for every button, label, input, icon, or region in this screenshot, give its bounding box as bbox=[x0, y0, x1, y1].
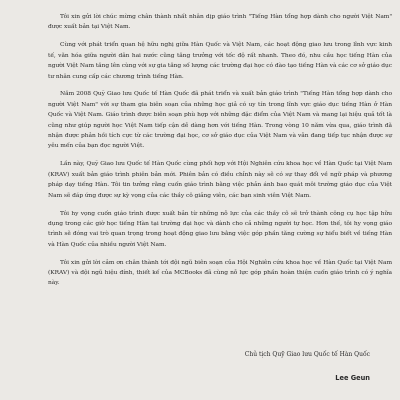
paragraph-2: Cùng với phát triển quan hệ hữu nghị giữa Hàn Quốc và Việt Nam, các hoạt động giao lưu trong lĩnh vực kinh tế, văn hóa giữa người dân hai nước cũng tăng trưởng với tốc độ rất nhanh. Theo đó, nhu cầu học tiếng Hàn của người Việt Nam tăng lên cùng với sự gia tăng số lượng các trường đại học có đào tạo tiếng Hàn và các cơ sở giáo dục tư nhân cung cấp các chương trình tiếng Hàn. bbox=[48, 42, 392, 80]
signature-title: Chủ tịch Quỹ Giao lưu Quốc tế Hàn Quốc bbox=[244, 351, 370, 358]
signature-name: Lee Geun bbox=[335, 374, 370, 382]
paragraph-1: Tôi xin gửi lời chúc mừng chân thành nhất nhân dịp giáo trình "Tiếng Hàn tổng hợp dành cho người Việt Nam" được xuất bản tại Việt Nam. bbox=[48, 14, 392, 31]
paragraph-3: Năm 2008 Quỹ Giao lưu Quốc tế Hàn Quốc đã phát triển và xuất bản giáo trình "Tiếng Hàn tổng hợp dành cho người Việt Nam" với sự tham gia biên soạn của những học giả có uy tín trong lĩnh vực giáo dục tiếng Hàn ở Hàn Quốc và Việt Nam. Giáo trình được biên soạn phù hợp với những đặc điểm của Việt Nam và mang lại hiệu quả tốt là cũng như giúp người học Việt Nam tiếp cận dễ dàng hơn với tiếng Hàn. Trong vòng 10 năm vừa qua, giáo trình đã nhận được phản hồi tích cực từ các trường đại học, cơ sở giáo dục của Việt Nam và vẫn đang tiếp tục nhận được sự yêu mến của bạn đọc người Việt. bbox=[48, 91, 392, 150]
paragraph-6: Tôi xin gửi lời cảm ơn chân thành tới đội ngũ biên soạn của Hội Nghiên cứu khoa học về Hàn Quốc tại Việt Nam (KRAV) và đội ngũ hiệu đính, thiết kế của MCBooks đã cùng nỗ lực góp phần hoàn thiện cuốn giáo trình có ý nghĩa này. bbox=[48, 259, 392, 287]
foreword-body bbox=[48, 12, 392, 289]
paragraph-5: Tôi hy vọng cuốn giáo trình được xuất bản từ những nỗ lực của các thầy cô sẽ trở thành công cụ học tập hữu dụng trong các giờ học tiếng Hàn tại trường đại học và dành cho cả những người tự học. Hơn thế, tôi hy vọng giáo trình sẽ đóng vai trò quan trọng trong hoạt động giao lưu bằng việc góp phần tăng cường sự hiểu biết về tiếng Hàn và Hàn Quốc của nhiều người Việt Nam. bbox=[48, 210, 392, 248]
paragraph-4: Lần này, Quỹ Giao lưu Quốc tế Hàn Quốc cùng phối hợp với Hội Nghiên cứu khoa học về Hàn Quốc tại Việt Nam (KRAV) xuất bản giáo trình phiên bản mới. Phiên bản có điều chỉnh này sẽ có sự thay đổi về ngữ pháp và phương pháp dạy tiếng Hàn. Tôi tin tưởng rằng cuốn giáo trình bằng việc phản ánh bao quát môi trường giáo dục của Việt Nam sẽ đáp ứng được sự kỳ vọng của các thầy cô giảng viên, các bạn sinh viên Việt Nam. bbox=[48, 161, 392, 199]
